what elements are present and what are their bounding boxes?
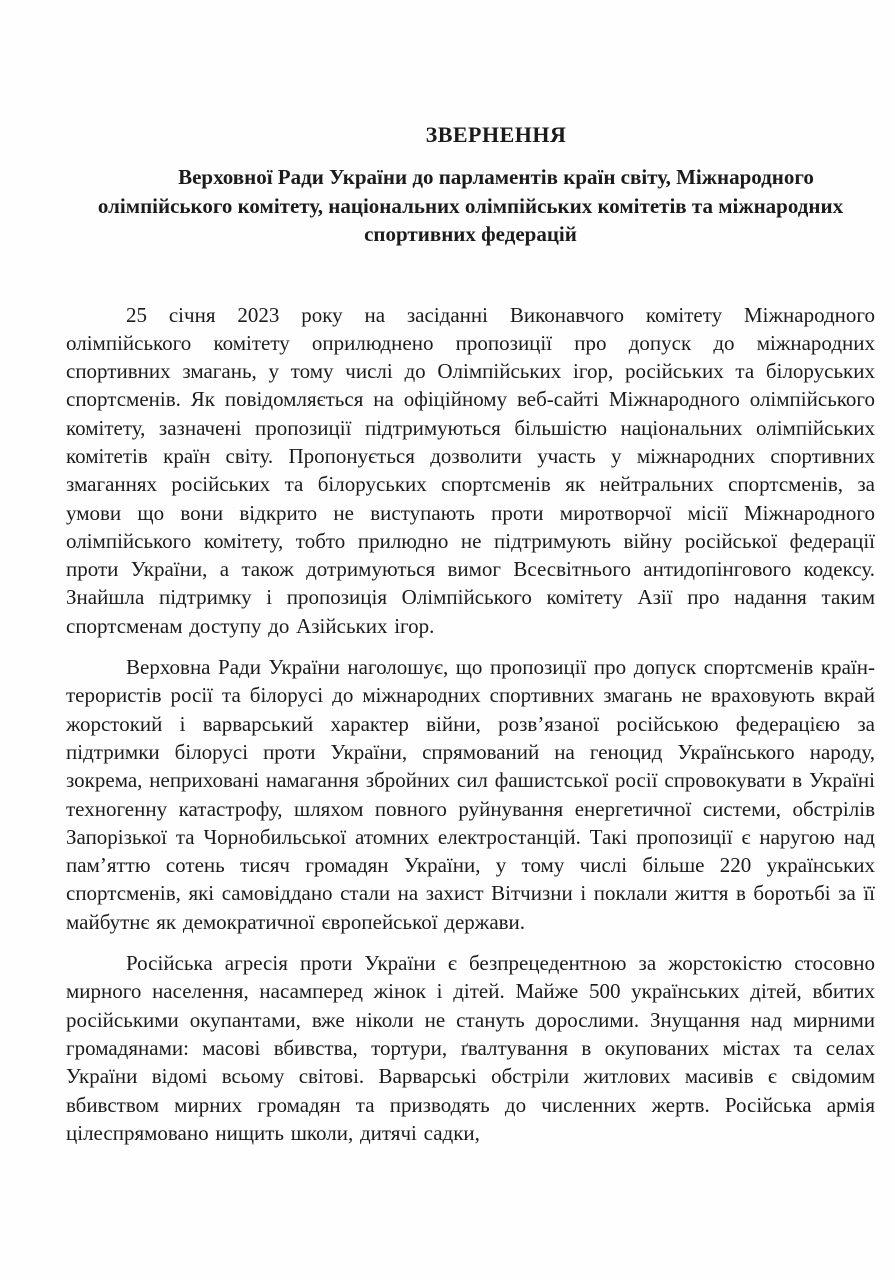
paragraph-2: Верховна Ради України наголошує, що пропозиції про допуск спортсменів країн-терористів росії та білорусі до міжнародних спортивних змагань не враховують вкрай жорстокий і варварський характер війни, розв’язаної російською федерацією за підтримки білорусі проти України, спрямований на геноцид Українського народу, зокрема, неприховані намагання збройних сил фашистської росії спровокувати в Україні техногенну катастрофу, шляхом повного руйнування енергетичної системи, обстрілів Запорізької та Чорнобильської атомних електростанцій. Такі пропозиції є наругою над пам’яттю сотень тисяч громадян України, у тому числі більше 220 українських спортсменів, які самовіддано стали на захист Вітчизни і поклали життя в боротьбі за її майбутнє як демократичної європейської держави.	[66, 655, 875, 934]
document-subtitle: Верховної Ради України до парламентів країн світу, Міжнародного олімпійського комітету, національних олімпійських комітетів та міжнародних спортивних федерацій	[97, 165, 844, 246]
paragraph-1: 25 січня 2023 року на засіданні Виконавчого комітету Міжнародного олімпійського комітету оприлюднено пропозиції про допуск до міжнародних спортивних змагань, у тому числі до Олімпійських ігор, російських та білоруських спортсменів. Як повідомляється на офіційному веб-сайті Міжнародного олімпійського комітету, зазначені пропозиції підтримуються більшістю національних олімпійських комітетів країн світу. Пропонується дозволити участь у міжнародних спортивних змаганнях російських та білоруських спортсменів як нейтральних спортсменів, за умови що вони відкрито не виступають проти миротворчої місії Міжнародного олімпійського комітету, тобто прилюдно не підтримують війну російської федерації проти України, а також дотримуються вимог Всесвітнього антидопінгового кодексу. Знайшла підтримку і пропозиція Олімпійського комітету Азії про надання таким спортсменам доступу до Азійських ігор.	[66, 302, 875, 638]
document-title: ЗВЕРНЕННЯ	[425, 122, 567, 147]
paragraph-3: Російська агресія проти України є безпрецедентною за жорстокістю стосовно мирного населення, насамперед жінок і дітей. Майже 500 українських дітей, вбитих російськими окупантами, вже ніколи не стануть дорослими. Знущання над мирними громадянами: масові вбивства, тортури, ґвалтування в окупованих містах та селах України відомі всьому світові. Варварські обстріли житлових масивів є свідомим вбивством мирних громадян та призводять до численних жертв. Російська армія цілеспрямовано нищить школи, дитячі садки,	[66, 951, 875, 1145]
